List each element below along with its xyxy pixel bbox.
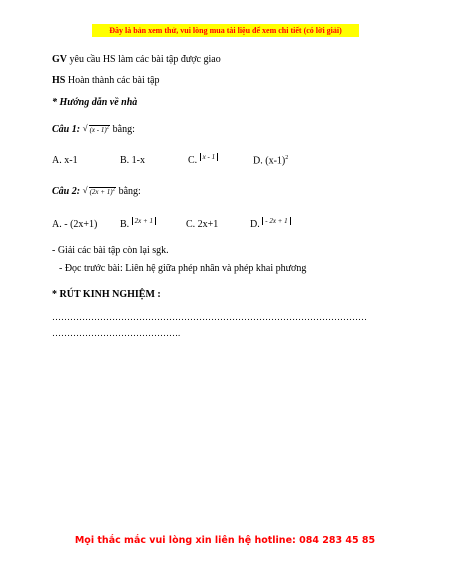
q2-option-a: A. - (2x+1) [52, 219, 98, 230]
preview-banner: Đây là bản xem thử, vui lòng mua tài liệu để xem chi tiết (có lời giải) [92, 24, 359, 37]
teacher-label: GV [52, 54, 67, 65]
question-2-label: Câu 2: [52, 186, 81, 197]
hotline-footer: Mọi thắc mắc vui lòng xin liên hệ hotline: 084 283 45 85 [74, 535, 376, 546]
q1-option-b: B. 1-x [120, 155, 146, 166]
q1-option-a: A. x-1 [52, 155, 78, 166]
teacher-line [52, 54, 221, 65]
q2-option-b: B. $^{2x + 1}$ [120, 219, 156, 230]
homework-heading: * Hướng dẫn về nhà [52, 97, 138, 108]
student-line [52, 75, 159, 86]
q2-option-d: D. $^{- 2x + 1}$ [250, 219, 291, 230]
question-2-expr-inner: $(2x + 1)^2$ [89, 187, 116, 196]
teacher-text: yêu cầu HS làm các bài tập được giao [67, 54, 221, 65]
question-2-suffix: bằng: [118, 186, 141, 197]
question-1-sqrt-expression [83, 124, 111, 135]
task-exercises: - Giải các bài tập còn lại sgk. [52, 245, 169, 256]
q1-option-c: C. $^{x - 1}$ [188, 155, 218, 166]
radical-icon: √ [82, 185, 88, 195]
student-label: HS [52, 75, 66, 86]
experience-heading: * RÚT KINH NGHIỆM : [52, 289, 161, 300]
student-text: Hoàn thành các bài tập [65, 75, 160, 86]
radical-icon: √ [82, 123, 88, 133]
question-1 [52, 124, 135, 135]
q1-option-d: D. $(x-1)^2$ [253, 155, 289, 167]
q2-option-c: C. 2x+1 [186, 219, 219, 230]
question-1-expr-inner: (x - 1)$^2$ [89, 125, 110, 134]
question-2-sqrt-expression [83, 186, 117, 197]
question-1-suffix: bằng: [112, 124, 135, 135]
question-2 [52, 186, 141, 197]
notes-dotted-line-1: …………………………………………………………………………………………… [52, 312, 367, 322]
task-reading: - Đọc trước bài: Liên hệ giữa phép nhân và phép khai phương [59, 263, 307, 274]
notes-dotted-line-2: ……………………………………. [52, 328, 181, 338]
question-1-label: Câu 1: [52, 124, 81, 135]
